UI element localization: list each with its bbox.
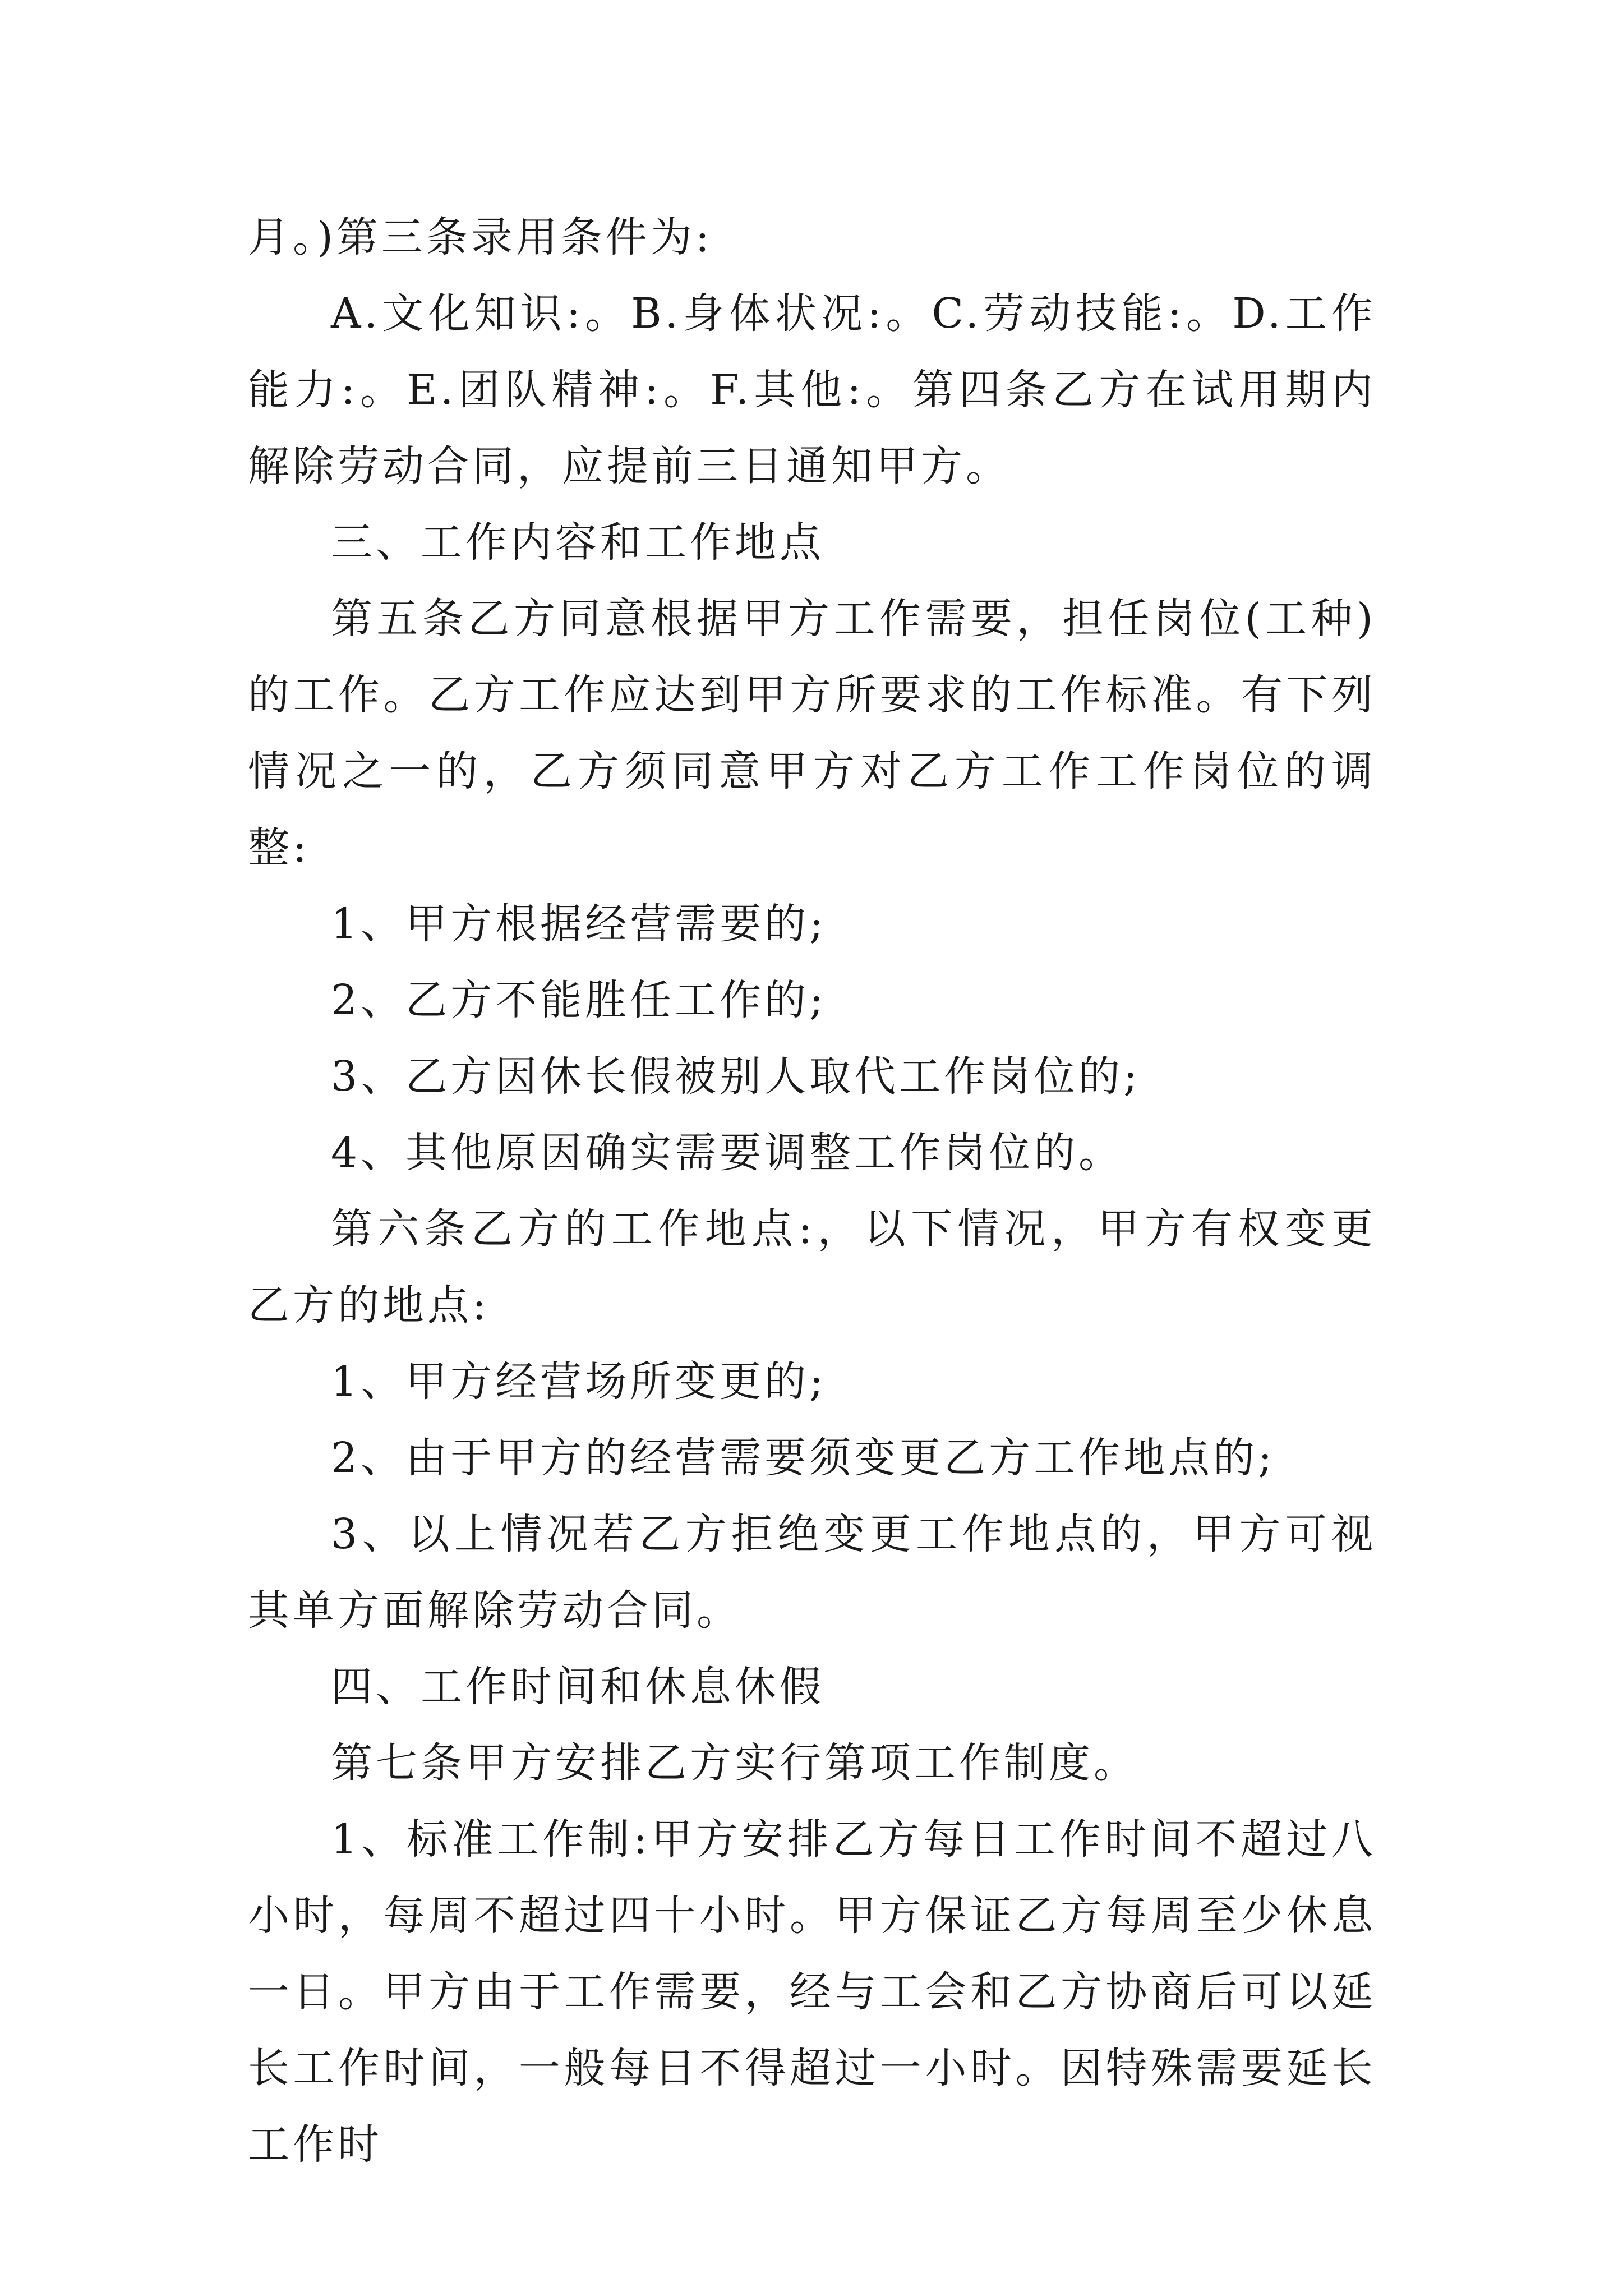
- list-item-4: 4、其他原因确实需要调整工作岗位的。: [331, 1129, 1124, 1177]
- paragraph-article-5: 第五条乙方同意根据甲方工作需要，担任岗位(工种)的工作。乙方工作应达到甲方所要求的工作标准。有下列情况之一的，乙方须同意甲方对乙方工作工作岗位的调整:: [248, 595, 1376, 872]
- list-item-1: 1、甲方根据经营需要的;: [331, 900, 827, 948]
- paragraph-2: A.文化知识:。B.身体状况:。C.劳动技能:。D.工作能力:。E.团队精神:。F.其他:。第四条乙方在试用期内解除劳动合同，应提前三日通知甲方。: [248, 289, 1376, 490]
- list-item-2b: 2、由于甲方的经营需要须变更乙方工作地点的;: [331, 1434, 1276, 1482]
- section-heading-3: 三、工作内容和工作地点: [331, 518, 824, 567]
- list-item-3: 3、乙方因休长假被别人取代工作岗位的;: [331, 1052, 1141, 1101]
- list-item-2: 2、乙方不能胜任工作的;: [331, 976, 827, 1024]
- list-item-3b: 3、以上情况若乙方拒绝变更工作地点的，甲方可视其单方面解除劳动合同。: [248, 1510, 1376, 1635]
- paragraph-1: 月。)第三条录用条件为:: [248, 213, 713, 261]
- section-heading-4: 四、工作时间和休息休假: [331, 1663, 824, 1711]
- paragraph-article-7: 第七条甲方安排乙方实行第项工作制度。: [331, 1739, 1138, 1787]
- paragraph-article-6: 第六条乙方的工作地点:，以下情况，甲方有权变更乙方的地点:: [248, 1205, 1376, 1329]
- document-body: [248, 199, 1376, 2183]
- list-item-1b: 1、甲方经营场所变更的;: [331, 1358, 827, 1406]
- list-item-standard-hours: 1、标准工作制:甲方安排乙方每日工作时间不超过八小时，每周不超过四十小时。甲方保证乙方每周至少休息一日。甲方由于工作需要，经与工会和乙方协商后可以延长工作时间，一般每日不得超过一小时。因特殊需要延长工作时: [248, 1815, 1376, 2169]
